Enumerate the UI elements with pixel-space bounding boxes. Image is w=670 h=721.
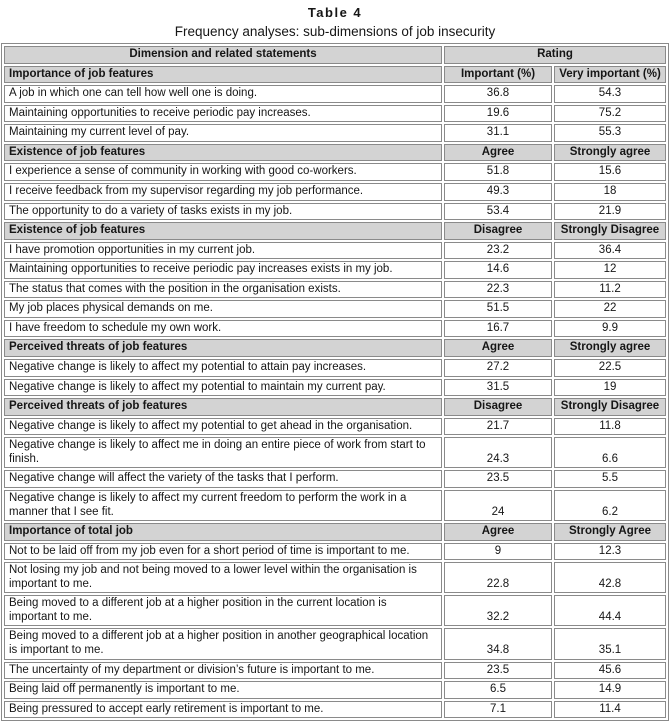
value-cell-1: 22.3 [444,281,552,299]
table-row [4,203,666,221]
rating-scale-cell-1: Agree [444,339,552,357]
value-cell-2: 12.3 [554,543,666,561]
table-row [4,562,666,593]
table-row [4,418,666,436]
statement-cell: I have promotion opportunities in my current job. [4,242,442,260]
table-row [4,595,666,626]
statement-cell: The uncertainty of my department or division’s future is important to me. [4,662,442,680]
statement-cell: Being moved to a different job at a higher position in another geographical location is important to me. [4,628,442,659]
value-cell-1: 31.1 [444,124,552,142]
table-row [4,628,666,659]
value-cell-2: 6.2 [554,490,666,521]
value-cell-1: 9 [444,543,552,561]
statement-cell: Negative change will affect the variety of the tasks that I perform. [4,470,442,488]
section-title-cell: Importance of total job [4,523,442,541]
section-header-row [4,222,666,240]
header-dimension-cell: Dimension and related statements [4,46,442,64]
value-cell-1: 21.7 [444,418,552,436]
value-cell-2: 11.4 [554,701,666,719]
table-row [4,85,666,103]
value-cell-2: 22.5 [554,359,666,377]
statement-cell: The status that comes with the position in the organisation exists. [4,281,442,299]
value-cell-1: 24 [444,490,552,521]
statement-cell: I experience a sense of community in working with good co-workers. [4,163,442,181]
value-cell-2: 42.8 [554,562,666,593]
value-cell-1: 34.8 [444,628,552,659]
statement-cell: The opportunity to do a variety of tasks exists in my job. [4,203,442,221]
section-title-cell: Existence of job features [4,222,442,240]
section-title-cell: Perceived threats of job features [4,339,442,357]
table-row [4,379,666,397]
value-cell-2: 35.1 [554,628,666,659]
statement-cell: Negative change is likely to affect my potential to maintain my current pay. [4,379,442,397]
rating-scale-cell-2: Strongly Disagree [554,222,666,240]
value-cell-1: 16.7 [444,320,552,338]
value-cell-1: 51.8 [444,163,552,181]
rating-scale-cell-1: Important (%) [444,66,552,84]
statement-cell: Not losing my job and not being moved to a lower level within the organisation is important to me. [4,562,442,593]
table-row [4,300,666,318]
value-cell-2: 36.4 [554,242,666,260]
statement-cell: A job in which one can tell how well one is doing. [4,85,442,103]
value-cell-1: 23.5 [444,470,552,488]
table-row [4,470,666,488]
value-cell-2: 11.2 [554,281,666,299]
value-cell-1: 23.5 [444,662,552,680]
table-row [4,701,666,719]
value-cell-2: 9.9 [554,320,666,338]
rating-scale-cell-1: Disagree [444,222,552,240]
rating-scale-cell-1: Agree [444,523,552,541]
table-header-row [4,46,666,64]
value-cell-2: 11.8 [554,418,666,436]
value-cell-1: 49.3 [444,183,552,201]
statement-cell: Being laid off permanently is important to me. [4,681,442,699]
table-number-title: Table 4 [307,5,363,20]
value-cell-1: 36.8 [444,85,552,103]
value-cell-1: 27.2 [444,359,552,377]
table-row [4,490,666,521]
table-row [4,543,666,561]
statement-cell: Negative change is likely to affect my potential to get ahead in the organisation. [4,418,442,436]
table-row [4,281,666,299]
value-cell-2: 55.3 [554,124,666,142]
statement-cell: I receive feedback from my supervisor regarding my job performance. [4,183,442,201]
value-cell-1: 53.4 [444,203,552,221]
value-cell-2: 5.5 [554,470,666,488]
value-cell-1: 31.5 [444,379,552,397]
table-row [4,261,666,279]
rating-scale-cell-2: Strongly agree [554,144,666,162]
value-cell-2: 44.4 [554,595,666,626]
value-cell-2: 21.9 [554,203,666,221]
value-cell-1: 24.3 [444,437,552,468]
table-row [4,183,666,201]
value-cell-2: 22 [554,300,666,318]
section-title-cell: Existence of job features [4,144,442,162]
rating-scale-cell-1: Disagree [444,398,552,416]
value-cell-2: 54.3 [554,85,666,103]
section-title-cell: Perceived threats of job features [4,398,442,416]
table-caption: Frequency analyses: sub-dimensions of job insecurity [174,24,496,39]
rating-scale-cell-1: Agree [444,144,552,162]
statement-cell: Maintaining my current level of pay. [4,124,442,142]
value-cell-1: 23.2 [444,242,552,260]
table-body [4,46,666,718]
value-cell-1: 19.6 [444,105,552,123]
statement-cell: Being moved to a different job at a higher position in the current location is important to me. [4,595,442,626]
frequency-table [1,43,669,721]
table-row [4,320,666,338]
statement-cell: My job places physical demands on me. [4,300,442,318]
statement-cell: I have freedom to schedule my own work. [4,320,442,338]
section-header-row [4,144,666,162]
header-rating-cell: Rating [444,46,666,64]
rating-scale-cell-2: Very important (%) [554,66,666,84]
value-cell-2: 75.2 [554,105,666,123]
table-row [4,163,666,181]
value-cell-1: 51.5 [444,300,552,318]
value-cell-1: 7.1 [444,701,552,719]
section-header-row [4,523,666,541]
table-row [4,359,666,377]
rating-scale-cell-2: Strongly Agree [554,523,666,541]
section-title-cell: Importance of job features [4,66,442,84]
value-cell-1: 6.5 [444,681,552,699]
section-header-row [4,398,666,416]
table-row [4,662,666,680]
table-row [4,437,666,468]
value-cell-1: 22.8 [444,562,552,593]
table-row [4,681,666,699]
table-row [4,242,666,260]
value-cell-2: 15.6 [554,163,666,181]
statement-cell: Maintaining opportunities to receive periodic pay increases exists in my job. [4,261,442,279]
value-cell-2: 45.6 [554,662,666,680]
rating-scale-cell-2: Strongly Disagree [554,398,666,416]
rating-scale-cell-2: Strongly agree [554,339,666,357]
value-cell-2: 19 [554,379,666,397]
value-cell-2: 18 [554,183,666,201]
value-cell-2: 12 [554,261,666,279]
value-cell-1: 14.6 [444,261,552,279]
statement-cell: Maintaining opportunities to receive periodic pay increases. [4,105,442,123]
table-row [4,124,666,142]
section-header-row [4,66,666,84]
value-cell-2: 6.6 [554,437,666,468]
section-header-row [4,339,666,357]
value-cell-1: 32.2 [444,595,552,626]
statement-cell: Being pressured to accept early retirement is important to me. [4,701,442,719]
statement-cell: Not to be laid off from my job even for a short period of time is important to me. [4,543,442,561]
statement-cell: Negative change is likely to affect my potential to attain pay increases. [4,359,442,377]
table-row [4,105,666,123]
value-cell-2: 14.9 [554,681,666,699]
statement-cell: Negative change is likely to affect my current freedom to perform the work in a manner that I see fit. [4,490,442,521]
statement-cell: Negative change is likely to affect me in doing an entire piece of work from start to finish. [4,437,442,468]
